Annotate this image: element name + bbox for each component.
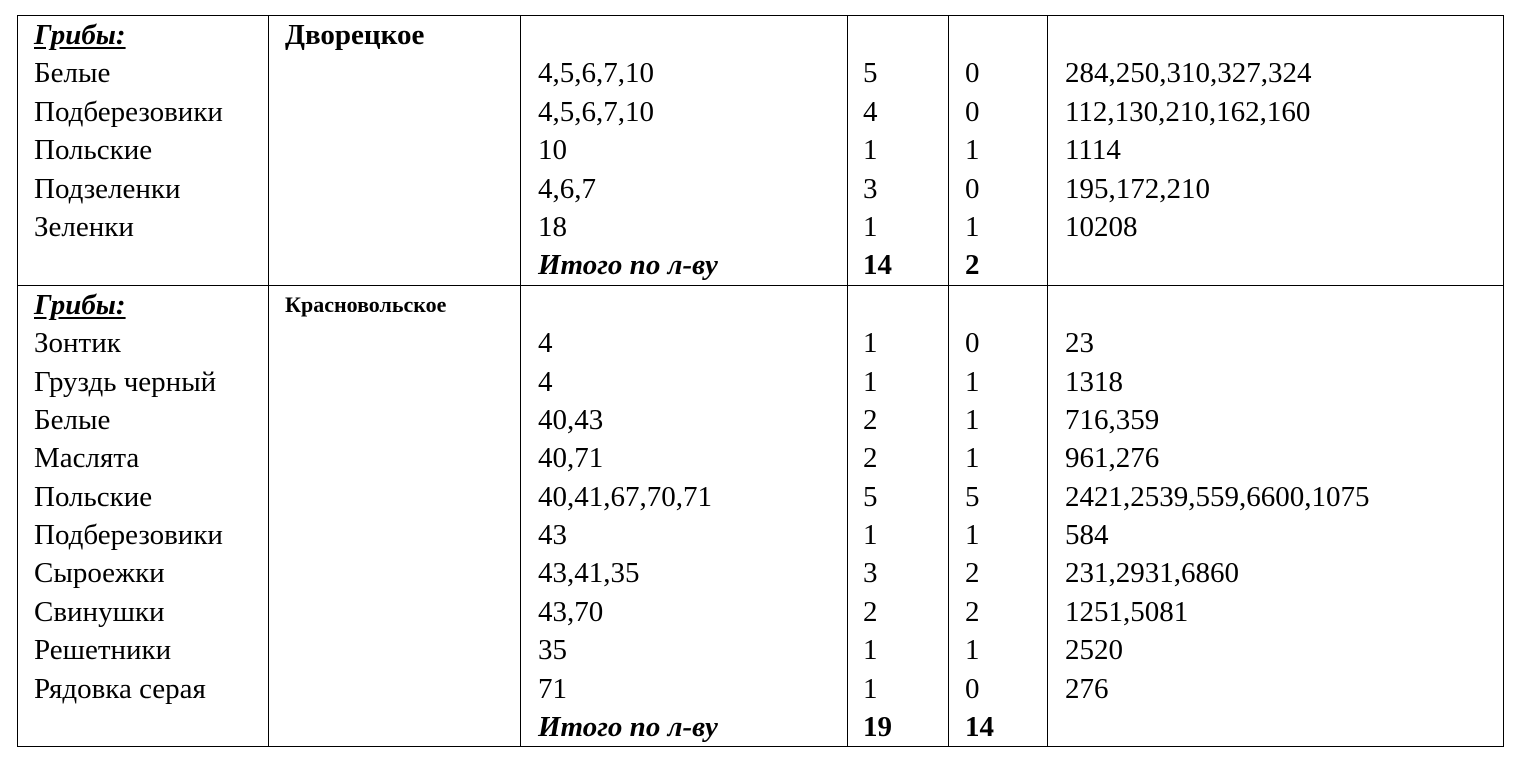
values-list: 1318 — [1065, 365, 1123, 398]
count-column — [848, 16, 949, 286]
species-name: Сыроежки — [34, 557, 165, 590]
plots-list: 4,6,7 — [538, 172, 596, 205]
count-value: 1 — [863, 327, 878, 360]
plots-list: 43,41,35 — [538, 557, 640, 590]
second-value: 2 — [965, 595, 980, 628]
second-value: 1 — [965, 403, 980, 436]
blank — [965, 286, 1047, 324]
forestry-name: Красновольское — [285, 291, 447, 317]
second-value: 2 — [965, 557, 980, 590]
values-list: 23 — [1065, 327, 1094, 360]
forestry-column — [269, 16, 521, 286]
values-list: 284,250,310,327,324 — [1065, 57, 1312, 90]
count-value: 4 — [863, 95, 878, 128]
blank — [538, 16, 847, 54]
second-value: 0 — [965, 57, 980, 90]
count-value: 1 — [863, 365, 878, 398]
blank — [285, 439, 520, 477]
count-value: 1 — [863, 134, 878, 167]
species-name: Маслята — [34, 442, 140, 475]
count-value: 1 — [863, 519, 878, 552]
forestry-name: Дворецкое — [285, 19, 425, 51]
plots-list: 4 — [538, 365, 553, 398]
total-count: 14 — [863, 249, 892, 282]
species-name: Белые — [34, 57, 111, 90]
plots-list: 71 — [538, 672, 567, 705]
count-value: 2 — [863, 403, 878, 436]
blank — [538, 286, 847, 324]
species-name: Решетники — [34, 634, 172, 667]
plots-column — [521, 285, 848, 747]
count-value: 5 — [863, 480, 878, 513]
blank — [285, 246, 520, 284]
values-list: 10208 — [1065, 210, 1138, 243]
second-value: 1 — [965, 634, 980, 667]
values-list: 231,2931,6860 — [1065, 557, 1239, 590]
values-list: 2421,2539,559,6600,1075 — [1065, 480, 1370, 513]
blank — [34, 246, 268, 284]
count-value: 3 — [863, 172, 878, 205]
plots-list: 4,5,6,7,10 — [538, 57, 654, 90]
blank — [1065, 16, 1503, 54]
species-name: Польские — [34, 480, 153, 513]
values-list: 2520 — [1065, 634, 1123, 667]
count-value: 2 — [863, 442, 878, 475]
values-list: 584 — [1065, 519, 1109, 552]
blank — [1065, 708, 1503, 746]
species-name: Рядовка серая — [34, 672, 206, 705]
plots-list: 4 — [538, 327, 553, 360]
species-name: Польские — [34, 134, 153, 167]
second-value: 1 — [965, 134, 980, 167]
blank — [965, 16, 1047, 54]
values-list: 276 — [1065, 672, 1109, 705]
values-column — [1048, 16, 1504, 286]
second-value: 1 — [965, 519, 980, 552]
plots-list: 10 — [538, 134, 567, 167]
second-value: 0 — [965, 327, 980, 360]
blank — [285, 363, 520, 401]
blank — [285, 208, 520, 246]
total-label: Итого по л-ву — [538, 711, 718, 744]
blank — [285, 708, 520, 746]
count-value: 2 — [863, 595, 878, 628]
second-count-column — [949, 16, 1048, 286]
mushroom-name-column — [18, 16, 269, 286]
second-value: 1 — [965, 442, 980, 475]
count-value: 3 — [863, 557, 878, 590]
second-value: 1 — [965, 210, 980, 243]
values-list: 1114 — [1065, 134, 1121, 167]
plots-list: 40,71 — [538, 442, 604, 475]
blank — [1065, 286, 1503, 324]
count-value: 1 — [863, 634, 878, 667]
values-list: 1251,5081 — [1065, 595, 1189, 628]
species-name: Свинушки — [34, 595, 165, 628]
values-list: 112,130,210,162,160 — [1065, 95, 1311, 128]
count-column — [848, 285, 949, 747]
plots-list: 40,43 — [538, 403, 604, 436]
second-value: 1 — [965, 365, 980, 398]
second-count-column — [949, 285, 1048, 747]
species-name: Зеленки — [34, 210, 134, 243]
plots-list: 40,41,67,70,71 — [538, 480, 712, 513]
blank — [285, 93, 520, 131]
total-count: 19 — [863, 711, 892, 744]
total-second: 2 — [965, 249, 980, 282]
blank — [863, 16, 948, 54]
second-value: 0 — [965, 172, 980, 205]
section-header: Грибы: — [34, 19, 126, 51]
blank — [285, 478, 520, 516]
count-value: 1 — [863, 672, 878, 705]
second-value: 0 — [965, 95, 980, 128]
section-dvoretskoe — [18, 16, 1504, 286]
total-second: 14 — [965, 711, 994, 744]
blank — [285, 324, 520, 362]
blank — [285, 170, 520, 208]
mushroom-name-column — [18, 285, 269, 747]
second-value: 5 — [965, 480, 980, 513]
values-column — [1048, 285, 1504, 747]
blank — [285, 401, 520, 439]
blank — [285, 593, 520, 631]
blank — [285, 54, 520, 92]
plots-column — [521, 16, 848, 286]
species-name: Подберезовики — [34, 519, 223, 552]
species-name: Белые — [34, 403, 111, 436]
plots-list: 18 — [538, 210, 567, 243]
total-label: Итого по л-ву — [538, 249, 718, 282]
blank — [863, 286, 948, 324]
count-value: 1 — [863, 210, 878, 243]
section-header: Грибы: — [34, 288, 126, 321]
values-list: 195,172,210 — [1065, 172, 1210, 205]
plots-list: 4,5,6,7,10 — [538, 95, 654, 128]
blank — [285, 131, 520, 169]
species-name: Подберезовики — [34, 95, 223, 128]
values-list: 716,359 — [1065, 403, 1160, 436]
blank — [34, 708, 268, 746]
species-name: Зонтик — [34, 327, 121, 360]
species-name: Подзеленки — [34, 172, 181, 205]
values-list: 961,276 — [1065, 442, 1160, 475]
section-krasnovolskoe — [18, 285, 1504, 747]
blank — [285, 670, 520, 708]
species-name: Груздь черный — [34, 365, 217, 398]
blank — [285, 516, 520, 554]
blank — [285, 554, 520, 592]
mushroom-table — [17, 15, 1504, 747]
forestry-column — [269, 285, 521, 747]
blank — [1065, 246, 1503, 284]
plots-list: 35 — [538, 634, 567, 667]
plots-list: 43 — [538, 519, 567, 552]
section-row — [18, 285, 1504, 747]
plots-list: 43,70 — [538, 595, 604, 628]
blank — [285, 631, 520, 669]
section-row — [18, 16, 1504, 286]
second-value: 0 — [965, 672, 980, 705]
count-value: 5 — [863, 57, 878, 90]
